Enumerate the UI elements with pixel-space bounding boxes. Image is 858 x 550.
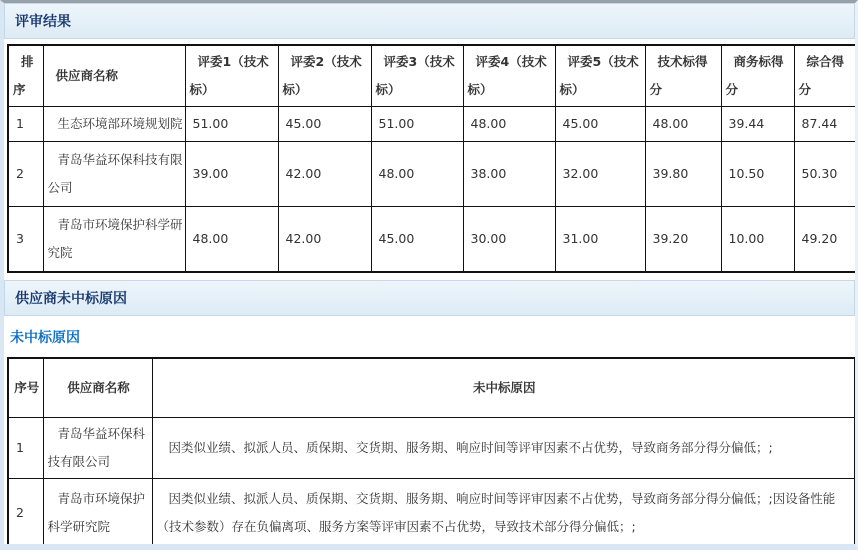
cell-supplier: 青岛市环境保护科学研究院 (43, 479, 152, 549)
cell-business-score: 10.00 (721, 207, 794, 272)
cell-serial: 1 (8, 418, 43, 479)
spacer (4, 348, 855, 357)
cell-judge4-score: 38.00 (463, 142, 555, 207)
section-header-no-award-reasons (4, 280, 855, 316)
cell-judge5-score: 31.00 (555, 207, 645, 272)
col-header-rank: 排序 (8, 45, 43, 107)
cell-business-score: 10.50 (721, 142, 794, 207)
reason-table-header-row (8, 358, 855, 418)
cell-judge1-score: 51.00 (185, 107, 278, 142)
score-table-header-row (8, 45, 856, 107)
score-table-row (8, 207, 856, 272)
cell-total-score: 87.44 (794, 107, 856, 142)
cell-supplier: 青岛华益环保科技有限公司 (43, 142, 185, 207)
cell-judge1-score: 39.00 (185, 142, 278, 207)
cell-supplier: 生态环境部环境规划院 (43, 107, 185, 142)
cell-judge5-score: 32.00 (555, 142, 645, 207)
reason-table-row (8, 418, 855, 479)
col-header-business-score: 商务标得分 (721, 45, 794, 107)
score-table-row (8, 142, 856, 207)
cell-reason: 因类似业绩、拟派人员、质保期、交货期、服务期、响应时间等评审因素不占优势，导致商务部分得分偏低；; (152, 418, 855, 479)
cell-total-score: 49.20 (794, 207, 856, 272)
score-table (7, 44, 857, 273)
cell-judge3-score: 45.00 (371, 207, 463, 272)
cell-rank: 2 (8, 142, 43, 207)
cell-total-score: 50.30 (794, 142, 856, 207)
cell-judge3-score: 51.00 (371, 107, 463, 142)
reason-table-row (8, 479, 855, 549)
col-header-tech-score: 技术标得分 (645, 45, 721, 107)
cell-supplier: 青岛华益环保科技有限公司 (43, 418, 152, 479)
cell-tech-score: 39.20 (645, 207, 721, 272)
cell-judge2-score: 45.00 (278, 107, 371, 142)
cell-tech-score: 48.00 (645, 107, 721, 142)
col-header-judge4: 评委4（技术标） (463, 45, 555, 107)
col-header-judge3: 评委3（技术标） (371, 45, 463, 107)
no-award-reason-table (7, 357, 856, 550)
section-title: 评审结果 (15, 14, 71, 30)
cell-serial: 2 (8, 479, 43, 549)
no-award-reason-subtitle: 未中标原因 (10, 329, 80, 346)
section-title: 供应商未中标原因 (15, 290, 127, 307)
spacer (4, 273, 855, 280)
col-header-total-score: 综合得分 (794, 45, 856, 107)
cell-judge3-score: 48.00 (371, 142, 463, 207)
col-header-supplier: 供应商名称 (43, 45, 185, 107)
cell-rank: 1 (8, 107, 43, 142)
col-header-reason: 未中标原因 (152, 358, 855, 418)
cell-tech-score: 39.80 (645, 142, 721, 207)
cell-judge4-score: 48.00 (463, 107, 555, 142)
spacer (4, 316, 855, 328)
cell-judge2-score: 42.00 (278, 142, 371, 207)
cell-rank: 3 (8, 207, 43, 272)
cell-judge4-score: 30.00 (463, 207, 555, 272)
score-table-row (8, 107, 856, 142)
col-header-judge2: 评委2（技术标） (278, 45, 371, 107)
cell-business-score: 39.44 (721, 107, 794, 142)
col-header-judge1: 评委1（技术标） (185, 45, 278, 107)
col-header-supplier: 供应商名称 (43, 358, 152, 418)
cell-judge1-score: 48.00 (185, 207, 278, 272)
cell-supplier: 青岛市环境保护科学研究院 (43, 207, 185, 272)
col-header-judge5: 评委5（技术标） (555, 45, 645, 107)
cell-reason: 因类似业绩、拟派人员、质保期、交货期、服务期、响应时间等评审因素不占优势，导致商务部分得分偏低；;因设备性能（技术参数）存在负偏离项、服务方案等评审因素不占优势，导致技术部分得分偏低；; (152, 479, 855, 549)
cell-judge2-score: 42.00 (278, 207, 371, 272)
cell-judge5-score: 45.00 (555, 107, 645, 142)
section-header-review-results (4, 3, 855, 39)
col-header-serial: 序号 (8, 358, 43, 418)
